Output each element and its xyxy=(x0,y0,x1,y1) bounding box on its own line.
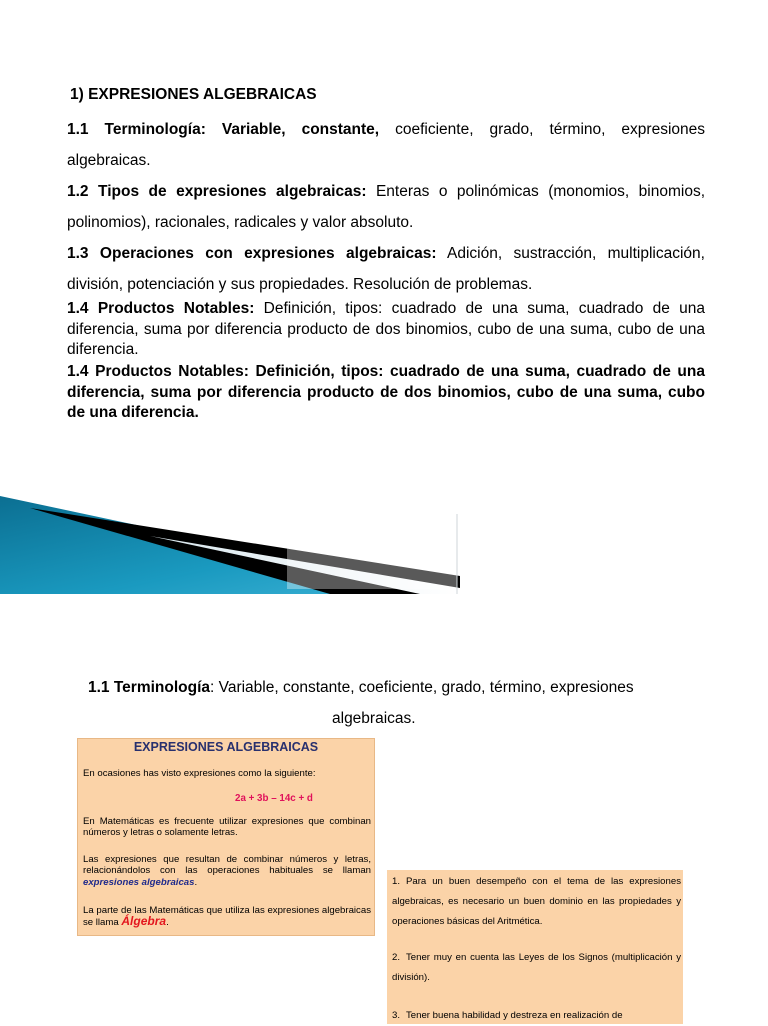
info-box-title: EXPRESIONES ALGEBRAICAS xyxy=(133,740,319,754)
para2-emph: expresiones algebraicas xyxy=(83,876,195,888)
list-item xyxy=(392,1006,681,1026)
slide-title-line2: algebraicas. xyxy=(332,710,416,727)
info-box-intro: En ocasiones has visto expresiones como la siguiente: xyxy=(83,768,316,779)
slide-title-label: 1.1 Terminología xyxy=(88,679,211,696)
para3-emph: Álgebra xyxy=(121,914,167,929)
info-box-para1: En Matemáticas es frecuente utilizar expresiones que combinan números y letras o solamente letras. xyxy=(83,816,371,839)
tipos-label: 1.2 Tipos de expresiones algebraicas: xyxy=(67,183,367,200)
terminologia-label: 1.1 Terminología: Variable, constante, xyxy=(67,121,380,138)
paragraph-productos xyxy=(67,299,705,361)
operaciones-label: 1.3 Operaciones con expresiones algebraicas: xyxy=(67,245,437,262)
info-box-para3 xyxy=(83,905,371,929)
expresiones-info-box xyxy=(77,738,375,936)
para3-start: La parte de las Matemáticas que utiliza las expresiones algebraicas se llama xyxy=(83,905,371,929)
list-item xyxy=(392,948,681,988)
page-heading: 1) EXPRESIONES ALGEBRAICAS xyxy=(70,86,317,103)
list-item-number: 3. xyxy=(392,1010,401,1021)
para3-end: . xyxy=(166,917,169,929)
info-box-para2 xyxy=(83,854,371,888)
list-item-text: Para un buen desempeño con el tema de las expresiones algebraicas, es necesario un buen dominio en las propiedades y operaciones básicas del Aritmética. xyxy=(392,876,681,927)
operaciones-text: Adición, sustracción, multiplicación, división, potenciación y sus propiedades. Resolución de problemas. xyxy=(67,245,705,293)
paragraph-operaciones xyxy=(67,238,705,300)
productos-label: 1.4 Productos Notables: xyxy=(67,300,255,317)
para2-start: Las expresiones que resultan de combinar números y letras, relacionándolos con las operaciones habituales se llaman xyxy=(83,854,371,877)
terminologia-text: coeficiente, grado, término, expresiones algebraicas. xyxy=(67,121,705,169)
list-item-text: Tener buena habilidad y destreza en realización de xyxy=(406,1010,623,1021)
list-item xyxy=(392,872,681,932)
paragraph-tipos xyxy=(67,176,705,238)
paragraph-productos-bold: 1.4 Productos Notables: Definición, tipos: cuadrado de una suma, cuadrado de una diferencia, suma por diferencia producto de dos binomios, cubo de una suma, cubo de una diferencia. xyxy=(67,363,705,421)
list-item-number: 2. xyxy=(392,952,401,963)
tipos-text: Enteras o polinómicas (monomios, binomios, polinomios), racionales, radicales y valor absoluto. xyxy=(67,183,706,231)
info-box-formula: 2a + 3b – 14c + d xyxy=(235,793,313,804)
slide-title xyxy=(88,672,688,734)
recommendations-box xyxy=(387,870,683,1024)
productos-text: Definición, tipos: cuadrado de una suma, cuadrado de una diferencia, suma por diferencia producto de dos binomios, cubo de una suma, cubo de una diferencia. xyxy=(67,300,705,358)
para2-end: . xyxy=(194,876,198,888)
paragraph-terminologia xyxy=(67,114,705,176)
slide-title-text: : Variable, constante, coeficiente, grado, término, expresiones xyxy=(210,679,634,696)
list-item-text: Tener muy en cuenta las Leyes de los Signos (multiplicación y división). xyxy=(392,952,681,983)
slide-banner-graphic xyxy=(0,496,460,594)
list-item-number: 1. xyxy=(392,876,401,887)
